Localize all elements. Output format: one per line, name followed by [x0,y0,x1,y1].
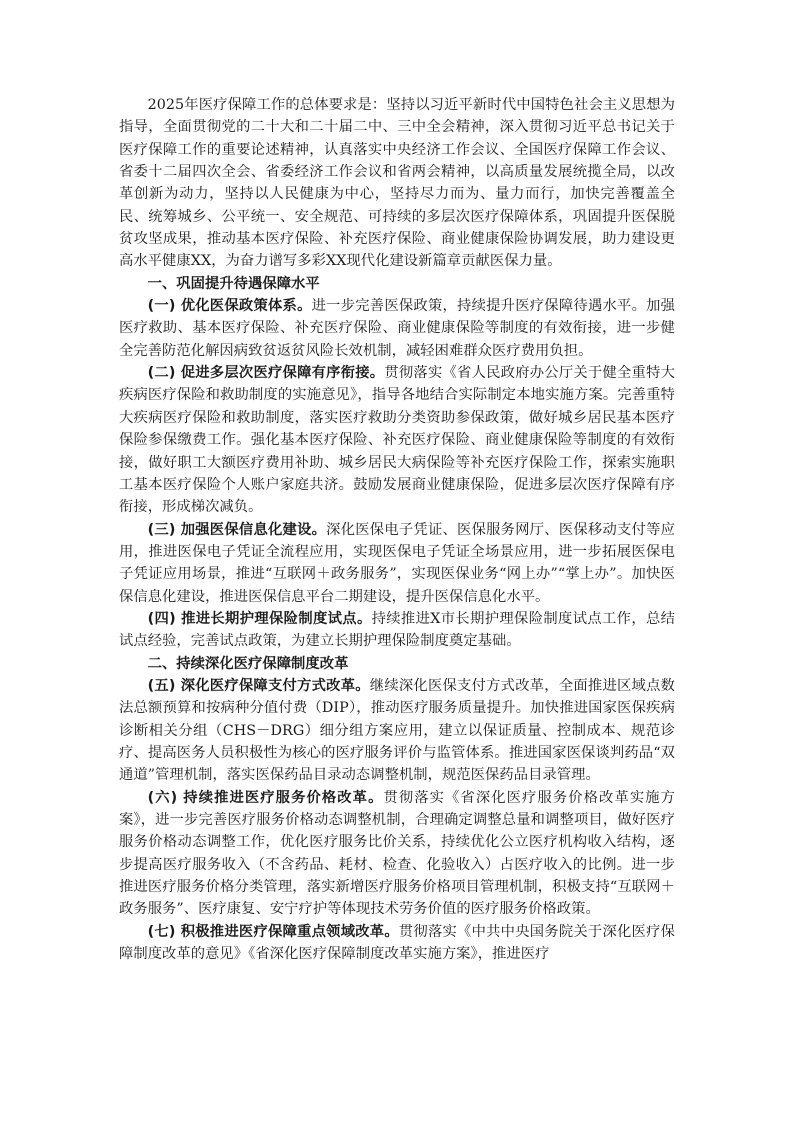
item-1-heading: (一) 优化医保政策体系。 [147,298,312,315]
item-5-heading: (五) 深化医疗保障支付方式改革。 [147,677,370,694]
item-5-paragraph [119,675,675,787]
intro-paragraph: 2025年医疗保障工作的总体要求是：坚持以习近平新时代中国特色社会主义思想为指导，全面贯彻党的二十大和二十届二中、三中全会精神，深入贯彻习近平总书记关于医疗保障工作的重要论述精神，认真落实中央经济工作会议、全国医疗保障工作会议、省委十二届四次全会、省委经济工作会议和省两会精神，以高质量发展统揽全局，以改革创新为动力，坚持以人民健康为中心，坚持尽力而为、量力而行，加快完善覆盖全民、统筹城乡、公平统一、安全规范、可持续的多层次医疗保障体系，巩固提升医保脱贫攻坚成果，推动基本医疗保险、补充医疗保险、商业健康保险协调发展，助力建设更高水平健康XX，为奋力谱写多彩XX现代化建设新篇章贡献医保力量。 [119,97,675,270]
item-4-text: 持续推进X市长期护理保险制度试点工作，总结试点经验，完善试点政策，为建立长期护理保险制度奠定基础。 [119,610,675,650]
document-page [119,94,675,965]
item-5-text: 继续深化医保支付方式改革，全面推进区域点数法总额预算和按病种分值付费（DIP），推动医疗服务质量提升。加快推进国家医保疾病诊断相关分组（CHS－DRG）细分组方案应用，建立以保证质量、控制成本、规范诊疗、提高医务人员积极性为核心的医疗服务评价与监管体系。推进国家医保谈判药品“双通道”管理机制，落实医保药品目录动态调整机制，规范医保药品目录管理。 [119,677,675,784]
item-3-paragraph [119,519,675,608]
item-7-heading: (七) 积极推进医疗保障重点领域改革。 [147,923,399,940]
item-7-paragraph [119,921,675,966]
item-4-paragraph [119,608,675,653]
section-1-heading: 一、巩固提升待遇保障水平 [147,275,320,292]
item-6-heading: (六) 持续推进医疗服务价格改革。 [147,789,384,806]
item-1-paragraph [119,295,675,362]
item-7-text: 贯彻落实《中共中央国务院关于深化医疗保障制度改革的意见》《省深化医疗保障制度改革实施方案》，推进医疗 [119,923,675,963]
section-2-heading: 二、持续深化医疗保障制度改革 [147,655,349,672]
item-6-text: 贯彻落实《省深化医疗服务价格改革实施方案》，进一步完善医疗服务价格动态调整机制，合理确定调整总量和调整项目，做好医疗服务价格动态调整工作，优化医疗服务比价关系，持续优化公立医疗机构收入结构，逐步提高医疗服务收入（不含药品、耗材、检查、化验收入）占医疗收入的比例。进一步推进医疗服务价格分类管理，落实新增医疗服务价格项目管理机制，积极支持“互联网＋政务服务”、医疗康复、安宁疗护等体现技术劳务价值的医疗服务价格政策。 [119,789,675,918]
item-1-text: 进一步完善医保政策，持续提升医疗保障待遇水平。加强医疗救助、基本医疗保险、补充医疗保险、商业健康保险等制度的有效衔接，进一步健全完善防范化解因病致贫返贫风险长效机制，减轻困难群众医疗费用负担。 [119,298,676,359]
item-3-text: 深化医保电子凭证、医保服务网厅、医保移动支付等应用，推进医保电子凭证全流程应用，实现医保电子凭证全场景应用，进一步拓展医保电子凭证应用场景，推进“互联网＋政务服务”，实现医保业务“网上办”“掌上办”。加快医保信息化建设，推进医保信息平台二期建设，提升医保信息化水平。 [119,521,675,605]
item-6-paragraph [119,787,675,921]
item-2-text: 贯彻落实《省人民政府办公厅关于健全重特大疾病医疗保险和救助制度的实施意见》，指导各地结合实际制定本地实施方案。完善重特大疾病医疗保险和救助制度，落实医疗救助分类资助参保政策，做好城乡居民基本医疗保险参保缴费工作。强化基本医疗保险、补充医疗保险、商业健康保险等制度的有效衔接，做好职工大额医疗费用补助、城乡居民大病保险等补充医疗保险工作，探索实施职工基本医疗保险个人账户家庭共济。鼓励发展商业健康保险，促进多层次医疗保障有序衔接，形成梯次减负。 [119,365,675,516]
item-3-heading: (三) 加强医保信息化建设。 [147,521,327,538]
item-2-paragraph [119,362,675,518]
item-2-heading: (二) 促进多层次医疗保障有序衔接。 [147,365,385,382]
item-4-heading: (四) 推进长期护理保险制度试点。 [147,610,372,627]
